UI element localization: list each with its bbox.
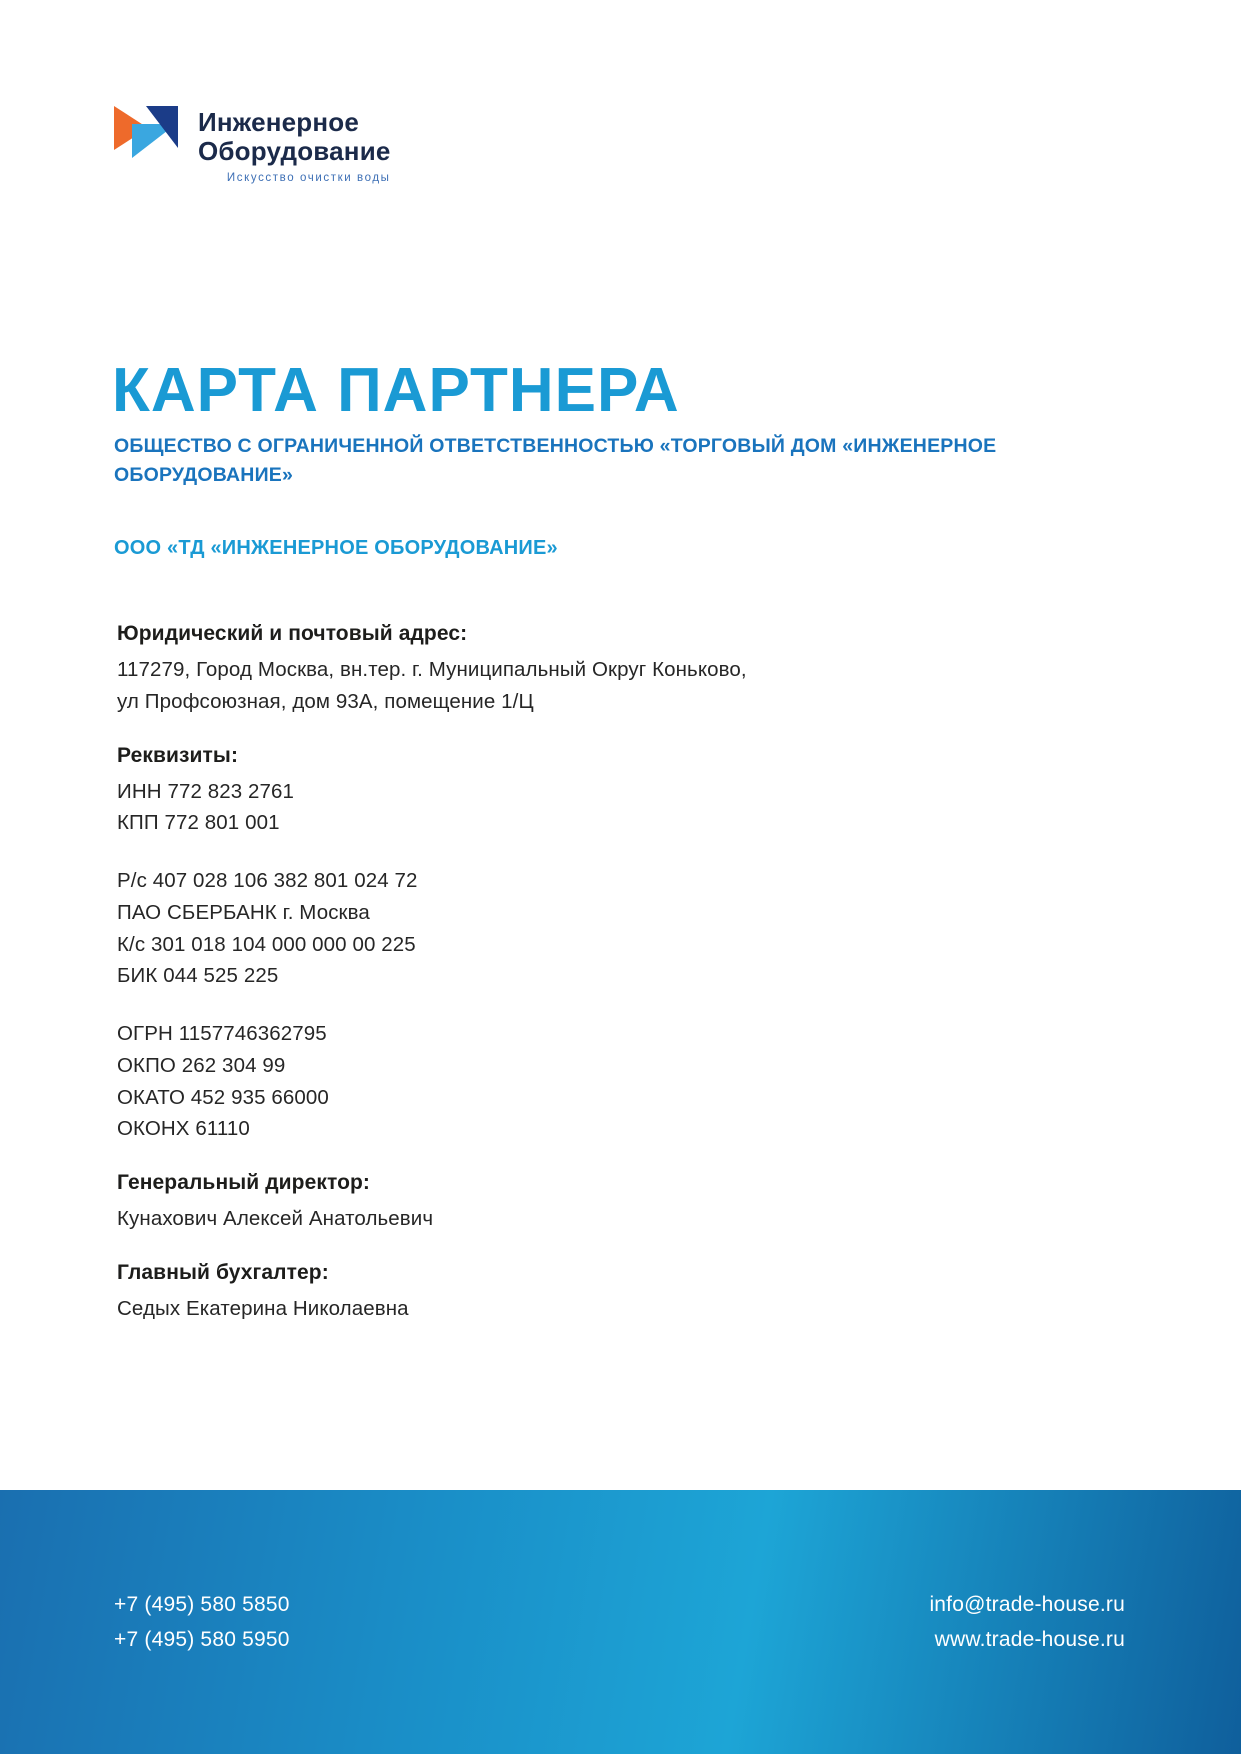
logo-navy-triangle-icon (146, 106, 178, 148)
requisites-okonh: ОКОНХ 61110 (117, 1117, 250, 1141)
logo-arrow-icon (114, 98, 184, 170)
address-line-1: 117279, Город Москва, вн.тер. г. Муниципальный Округ Коньково, (117, 658, 747, 681)
requisites-ogrn: ОГРН 1157746362795 (117, 1022, 327, 1046)
footer-contacts-web (929, 1588, 1125, 1657)
requisites-label: Реквизиты: (117, 743, 239, 767)
requisites-bank-name: ПАО СБЕРБАНК г. Москва (117, 900, 370, 924)
accountant-label: Главный бухгалтер: (117, 1260, 329, 1284)
address-line-2: ул Профсоюзная, дом 93А, помещение 1/Ц (117, 689, 534, 713)
logo-name-line-2: Оборудование (198, 136, 391, 167)
company-full-name: ОБЩЕСТВО С ОГРАНИЧЕННОЙ ОТВЕТСТВЕННОСТЬЮ «ТОРГОВЫЙ ДОМ «ИНЖЕНЕРНОЕ ОБОРУДОВАНИЕ» (114, 435, 997, 487)
logo-wordmark (198, 98, 391, 184)
requisites-bik: БИК 044 525 225 (117, 964, 279, 988)
logo-tagline: Искусство очистки воды (226, 172, 391, 185)
accountant-name: Седых Екатерина Николаевна (117, 1296, 409, 1320)
requisites-kpp: КПП 772 801 001 (117, 811, 280, 835)
requisites-okato: ОКАТО 452 935 66000 (117, 1085, 329, 1109)
requisites-spacer-1 (117, 839, 1017, 865)
requisites-inn: ИНН 772 823 2761 (117, 779, 295, 803)
address-label: Юридический и почтовый адрес: (117, 622, 468, 645)
footer-contacts-phones (114, 1588, 290, 1657)
footer-email[interactable]: info@trade-house.ru (929, 1593, 1125, 1616)
footer-phone-2[interactable]: +7 (495) 580 5950 (114, 1627, 290, 1651)
requisites-settlement-account: Р/с 407 028 106 382 801 024 72 (117, 869, 418, 893)
director-label: Генеральный директор: (117, 1171, 371, 1195)
footer-phone-1[interactable]: +7 (495) 580 5850 (114, 1593, 290, 1616)
page-title: КАРТА ПАРТНЕРА (112, 355, 680, 425)
requisites-okpo: ОКПО 262 304 99 (117, 1053, 286, 1077)
requisites-correspondent-account: К/с 301 018 104 000 000 00 225 (117, 932, 416, 956)
footer-website[interactable]: www.trade-house.ru (934, 1627, 1125, 1651)
company-short-name: ООО «ТД «ИНЖЕНЕРНОЕ ОБОРУДОВАНИЕ» (114, 537, 558, 559)
requisites-spacer-2 (117, 992, 1017, 1018)
company-details (117, 622, 1017, 1351)
director-name: Кунахович Алексей Анатольевич (117, 1207, 434, 1231)
details-spacer-3 (117, 1145, 1017, 1171)
requisites-block (117, 744, 1017, 1146)
director-block (117, 1171, 1017, 1235)
company-logo (114, 98, 391, 184)
accountant-block (117, 1261, 1017, 1325)
address-block (117, 622, 1017, 718)
page-footer (0, 1490, 1241, 1754)
logo-name-line-1: Инженерное (198, 107, 360, 137)
